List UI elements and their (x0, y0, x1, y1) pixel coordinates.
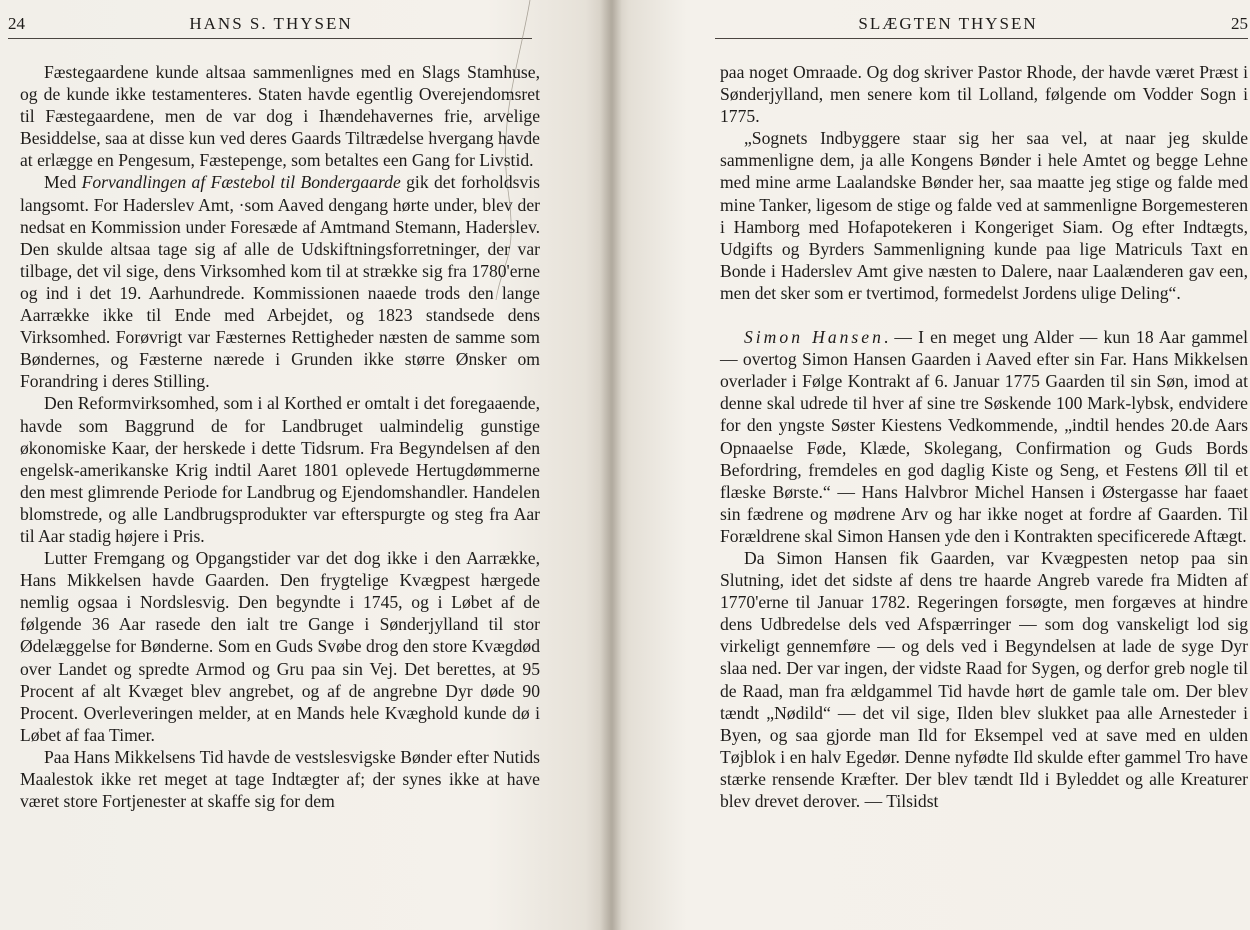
paragraph: Lutter Fremgang og Opgangstider var det dog ikke i den Aarrække, Hans Mikkelsen havde Gaarden. Den frygtelige Kvægpest hærgede nemlig ogsaa i Nordslesvig. Den begyndte i 1745, og i Løbet af de følgende 36 Aar rasede den ialt tre Gange i Sønderjylland til stor Ødelæggelse for Bønderne. Som en Guds Svøbe drog den store Kvægdød over Landet og spredte Armod og Gru paa sin Vej. Det berettes, at 95 Procent af alt Kvæget blev angrebet, og af de angrebne Dyr døde 90 Procent. Overleveringen melder, at en Mands hele Kvæghold kunde dø i Løbet af faa Timer. (20, 548, 540, 745)
left-body-text (20, 61, 540, 812)
right-body-text (720, 61, 1248, 812)
running-head: HANS S. THYSEN (189, 14, 353, 33)
paragraph: Den Reformvirksomhed, som i al Korthed er omtalt i det foregaaende, havde som Baggrund de for Landbruget ualmindelig gunstige økonomiske Kaar, der herskede i dette Tidsrum. Fra Begyndelsen af den engelsk-amerikanske Krig indtil Aaret 1801 oplevede Hertugdømmerne den mest glimrende Periode for Landbrug og Ejendomshandler. Handelen blomstrede, og alle Landbrugsprodukter var efterspurgte og steg fra Aar til Aar stadig højere i Pris. (20, 393, 540, 546)
paragraph: Da Simon Hansen fik Gaarden, var Kvægpesten netop paa sin Slutning, idet det sidste af dens tre haarde Angreb varede fra Midten af 1770'erne til Januar 1782. Regeringen forsøgte, men forgæves at hindre dens Udbredelse dels ved Afspærringer — som dog vanskeligt lod sig virkeligt gennemføre — og dels ved i Begyndelsen at lade de syge Dyr slaa ned. Der var ingen, der vidste Raad for Sygen, og derfor greb nogle til de Raad, man fra ældgammel Tid havde hørt de gamle tale om. Der blev tændt „Nødild“ — det vil sige, Ilden blev slukket paa alle Arnesteder i Byen, og saa gjorde man Ild for Eksempel ved at save med en ulden Tøjblok i en halv Egedør. Denne nyfødte Ild skulde efter gammel Tro have stærke rensende Kræfter. Der blev tændt Ild i Byleddet og alle Kreaturer blev drevet derover. — Tilsidst (720, 547, 1248, 811)
section-paragraph: Simon Hansen. — I en meget ung Alder — kun 18 Aar gammel — overtog Simon Hansen Gaarden i Aaved efter sin Far. Hans Mikkelsen overlader i Følge Kontrakt af 6. Januar 1775 Gaarden til sin Søn, imod at denne skal udrede til hver af sine tre Søskende 100 Mark-lybsk, endvidere for den yngste Søster Kiestens Vedkommende, „indtil hendes 20.de Aars Opnaaelse Føde, Klæde, Skolegang, Confirmation og Guds Bords Befordring, fremdeles en god daglig Kiste og Seng, et Festens Øll til et flæske Børste.“ — Hans Halvbror Michel Hansen i Østergasse har faaet sin fædrene og mødrene Arv og har ikke noget at fordre af Gaarden. Til Forældrene skal Simon Hansen yde den i Kontrakten specificerede Aftægt. (720, 327, 1248, 546)
right-page (610, 0, 1250, 930)
running-head: SLÆGTEN THYSEN (858, 14, 1038, 33)
paragraph: „Sognets Indbyggere staar sig her saa vel, at naar jeg skulde sammenligne dem, ja alle Kongens Bønder i hele Amtet og begge Lehne med mine arme Laalandske Bønder her, saa maatte jeg stige og falde med mine Tanker, ligesom de stige og falde ved at sammenligne Borgemesteren i Hamborg med Hofapotekeren i Kongeriget Siam. Og efter Indtægts, Udgifts og Byrders Sammenligning kunde paa lige Matriculs Taxt en Bonde i Haderslev Amt give næsten to Dalere, naar Laalænderen gav een, men det sker som er tvertimod, formedelst Jordens ulige Deling“. (720, 128, 1248, 303)
page-number: 24 (8, 14, 25, 33)
emphasis: Forvandlingen af Fæstebol til Bondergaarde (81, 172, 401, 193)
paragraph: paa noget Omraade. Og dog skriver Pastor Rhode, der havde været Præst i Sønderjylland, men senere kom til Lolland, følgende om Vodder Sogn i 1775. (720, 62, 1248, 127)
paragraph: Med Forvandlingen af Fæstebol til Bondergaarde gik det forholdsvis langsomt. For Haderslev Amt, ·som Aaved dengang hørte under, blev der nedsat en Kommission under Foresæde af Amtmand Stemann, Haderslev. Den skulde altsaa tage sig af alle de Udskiftningsforretninger, der var tilbage, det vil sige, dens Virksomhed kom til at strække sig fra 1780'erne og ind i det 19. Aarhundrede. Kommissionen naaede trods den lange Aarrække ikke til Ende med Arbejdet, og 1823 standsede dens Virksomhed. Forøvrigt var Fæsternes Rettigheder næsten de samme som Bøndernes, og Fæsterne nærede i Grunden ikke større Ønsker om Forandring i deres Stilling. (20, 172, 540, 392)
emphasis: Simon Hansen (744, 327, 884, 348)
header-rule (8, 38, 532, 39)
left-page-header (8, 14, 534, 36)
header-rule (715, 38, 1248, 39)
paragraph: Fæstegaardene kunde altsaa sammenlignes med en Slags Stamhuse, og de kunde ikke testamenteres. Staten havde egentlig Overejendomsret til Fæstegaardene, men de var dog i Ihændehavernes frie, arvelige Besiddelse, saa at disse kun ved deres Gaards Tiltrædelse hvergang havde at erlægge en Pengesum, Fæstepenge, som betaltes een Gang for Livstid. (20, 62, 540, 171)
page-number: 25 (1231, 14, 1248, 33)
right-page-header (715, 14, 1248, 36)
left-page (0, 0, 610, 930)
book-gutter (600, 0, 622, 930)
paragraph: Paa Hans Mikkelsens Tid havde de vestslesvigske Bønder efter Nutids Maalestok ikke ret meget at tage Indtægter af; der synes ikke at have været store Fortjenester at skaffe sig for dem (20, 746, 540, 812)
